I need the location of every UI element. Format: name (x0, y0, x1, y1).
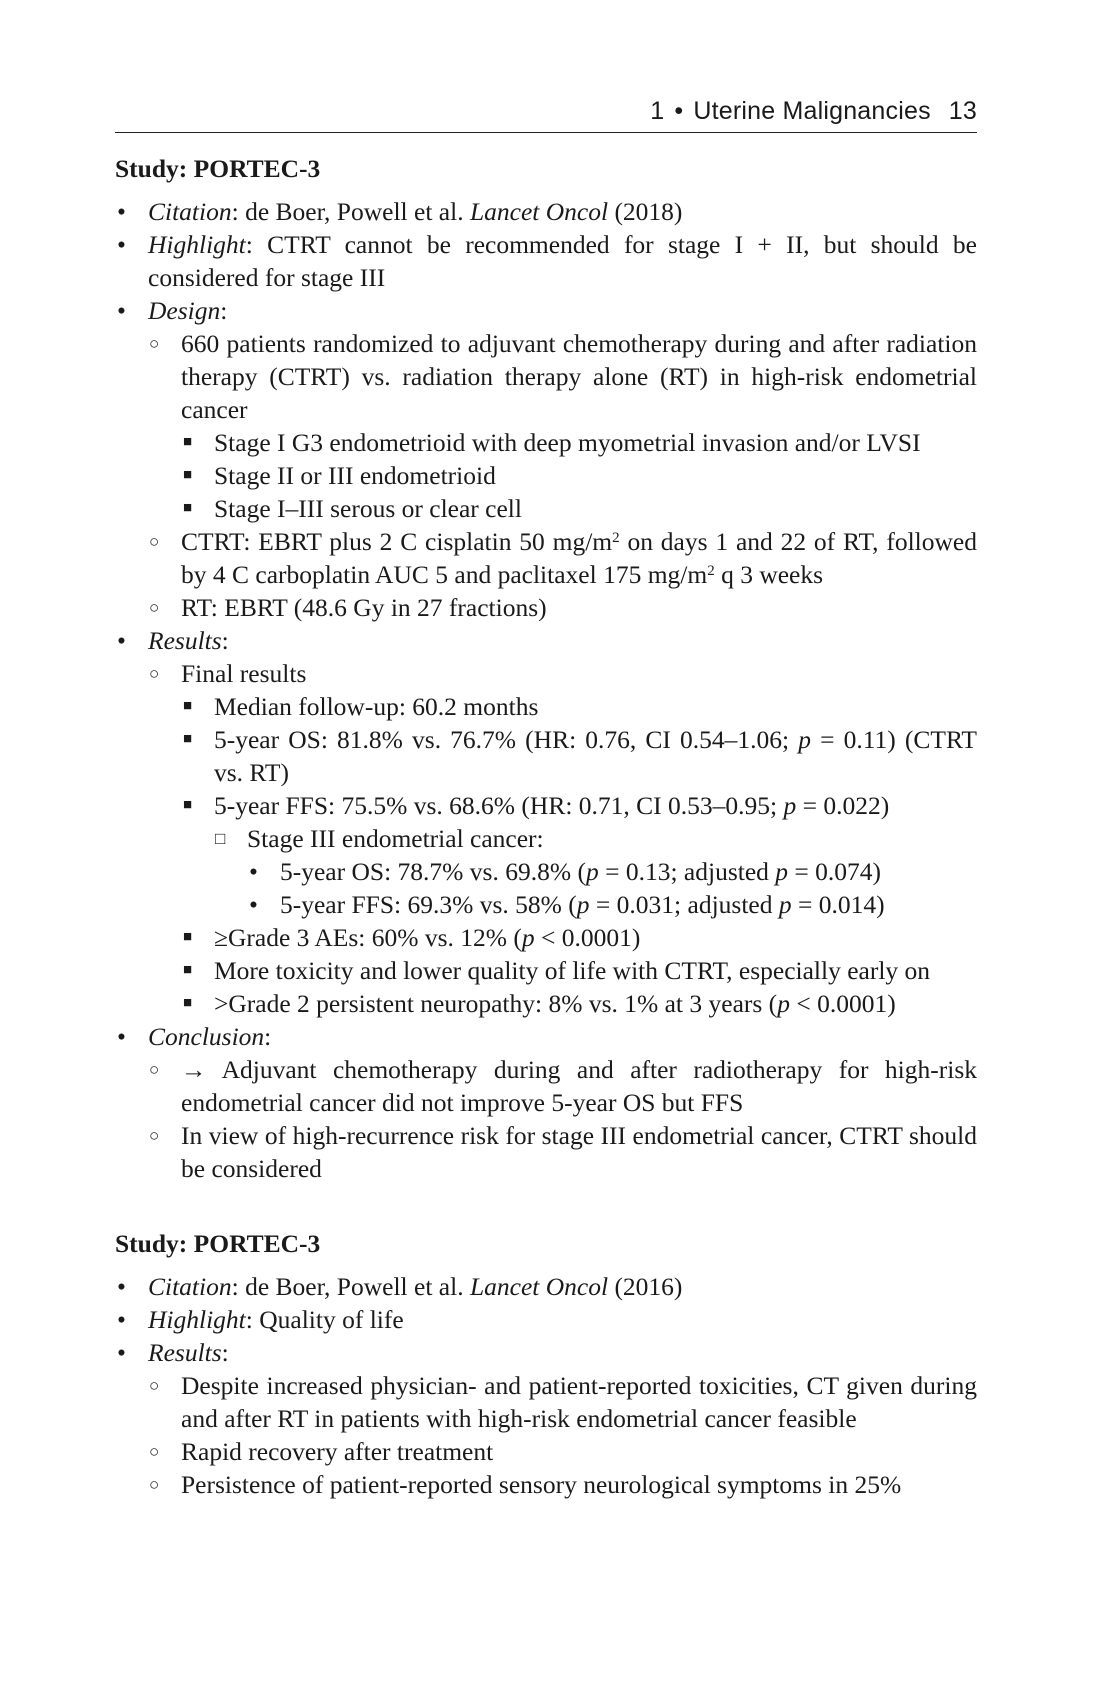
citation-journal: Lancet Oncol (469, 197, 609, 226)
citation-year: (2016) (608, 1272, 683, 1301)
highlight-text: : CTRT cannot be recommended for stage I + II, but should be considered for stage III (148, 230, 977, 292)
design-label: Design (148, 296, 221, 325)
design-item (115, 294, 977, 624)
result-point: ○ Despite increased physician- and patient-reported toxicities, CT given during and after RT in patients with high-risk endometrial cancer feasible (148, 1369, 977, 1435)
conclusion-colon: : (264, 1022, 272, 1051)
toxicity-note: ■ More toxicity and lower quality of life with CTRT, especially early on (181, 954, 977, 987)
results-item (115, 1336, 977, 1501)
conclusion-point: ○ In view of high-recurrence risk for stage III endometrial cancer, CTRT should be considered (148, 1119, 977, 1185)
design-description-text: 660 patients randomized to adjuvant chemotherapy during and after radiation therapy (CTRT) vs. radiation therapy alone (RT) in high-risk endometrial cancer (181, 329, 977, 424)
p-symbol: p (775, 857, 789, 886)
final-results-label: Final results (181, 659, 307, 688)
citation-label: Citation (148, 1272, 232, 1301)
study-title: Study: PORTEC-3 (115, 1229, 321, 1258)
conclusion-label: Conclusion (148, 1022, 265, 1051)
design-colon: : (220, 296, 228, 325)
design-criterion: ■ Stage II or III endometrioid (181, 459, 977, 492)
stage-3-results (247, 855, 977, 921)
results-colon: : (221, 1338, 229, 1367)
s3-os-a: 5-year OS: 78.7% vs. 69.8% ( (280, 857, 586, 886)
results-item (115, 624, 977, 1020)
ctrt-text-b: on days 1 and 22 of RT, followed by 4 C carboplatin AUC 5 and paclitaxel 175 mg/m (181, 527, 977, 589)
result-point: ○ Rapid recovery after treatment (148, 1435, 977, 1468)
conclusion-item (115, 1020, 977, 1185)
highlight-item (115, 228, 977, 294)
p-symbol: p (798, 725, 811, 754)
citation-authors: : de Boer, Powell et al. (231, 1272, 470, 1301)
running-head-separator: • (674, 97, 684, 125)
final-results-list (181, 690, 977, 1020)
ctrt-arm (148, 525, 977, 591)
design-description (148, 327, 977, 525)
results-list (148, 657, 977, 1020)
os-text-a: 5-year OS: 81.8% vs. 76.7% (HR: 0.76, CI 0.54–1.06; (214, 725, 799, 754)
study-2-list (115, 1270, 977, 1501)
study-1-list (115, 195, 977, 1185)
result-point: ○ Persistence of patient-reported sensory neurological symptoms in 25% (148, 1468, 977, 1501)
citation-item (115, 195, 977, 228)
ctrt-superscript: 2 (707, 563, 715, 579)
citation-year: (2018) (608, 197, 683, 226)
p-symbol: p (521, 923, 535, 952)
s3-ffs-a: 5-year FFS: 69.3% vs. 58% ( (280, 890, 577, 919)
results-colon: : (221, 626, 229, 655)
results-list (148, 1369, 977, 1501)
citation-label: Citation (148, 197, 232, 226)
neuro-text-a: >Grade 2 persistent neuropathy: 8% vs. 1% at 3 years ( (214, 989, 778, 1018)
p-symbol: p (783, 791, 797, 820)
highlight-item (115, 1303, 977, 1336)
rt-arm: ○ RT: EBRT (48.6 Gy in 27 fractions) (148, 591, 977, 624)
median-follow-up: ■ Median follow-up: 60.2 months (181, 690, 977, 723)
conclusion-list (148, 1053, 977, 1185)
stage-3-list (214, 822, 977, 921)
stage-3-ffs (247, 888, 977, 921)
neuropathy-result (181, 987, 977, 1020)
s3-os-b: = 0.13; adjusted (598, 857, 776, 886)
ae-text-b: < 0.0001) (534, 923, 641, 952)
design-list (148, 327, 977, 624)
p-symbol: p (778, 890, 792, 919)
conclusion-point: ○ → Adjuvant chemotherapy during and after radiotherapy for high-risk endometrial cancer did not improve 5-year OS but FFS (148, 1053, 977, 1119)
page-content (115, 152, 977, 1501)
page-number: 13 (948, 97, 977, 125)
results-label: Results (148, 1338, 222, 1367)
ffs-result (181, 789, 977, 921)
citation-item (115, 1270, 977, 1303)
ae-text-a: ≥Grade 3 AEs: 60% vs. 12% ( (214, 923, 522, 952)
highlight-label: Highlight (148, 230, 246, 259)
design-criteria-list (181, 426, 977, 525)
stage-3-subgroup (214, 822, 977, 921)
ctrt-superscript: 2 (612, 530, 620, 546)
ffs-text-a: 5-year FFS: 75.5% vs. 68.6% (HR: 0.71, CI 0.53–0.95; (214, 791, 784, 820)
running-head (115, 92, 977, 133)
s3-ffs-b: = 0.031; adjusted (589, 890, 779, 919)
ctrt-text-a: CTRT: EBRT plus 2 C cisplatin 50 mg/m (181, 527, 613, 556)
highlight-text: : Quality of life (245, 1305, 404, 1334)
citation-journal: Lancet Oncol (469, 1272, 609, 1301)
results-label: Results (148, 626, 222, 655)
stage-3-os (247, 855, 977, 888)
os-text-b: = 0.11) (CTRT vs. RT) (214, 725, 977, 787)
stage-3-label: Stage III endometrial cancer: (247, 824, 544, 853)
design-criterion: ■ Stage I–III serous or clear cell (181, 492, 977, 525)
citation-authors: : de Boer, Powell et al. (231, 197, 470, 226)
design-criterion: ■ Stage I G3 endometrioid with deep myometrial invasion and/or LVSI (181, 426, 977, 459)
p-symbol: p (777, 989, 790, 1018)
p-symbol: p (585, 857, 599, 886)
ffs-text-b: = 0.022) (796, 791, 890, 820)
chapter-title: Uterine Malignancies (693, 97, 931, 125)
study-title: Study: PORTEC-3 (115, 154, 321, 183)
s3-os-c: = 0.074) (788, 857, 882, 886)
ctrt-text-c: q 3 weeks (714, 560, 824, 589)
s3-ffs-c: = 0.014) (791, 890, 885, 919)
neuro-text-b: < 0.0001) (789, 989, 896, 1018)
adverse-events (181, 921, 977, 954)
chapter-number: 1 (650, 97, 665, 125)
p-symbol: p (576, 890, 590, 919)
os-result (181, 723, 977, 789)
highlight-label: Highlight (148, 1305, 246, 1334)
final-results (148, 657, 977, 1020)
